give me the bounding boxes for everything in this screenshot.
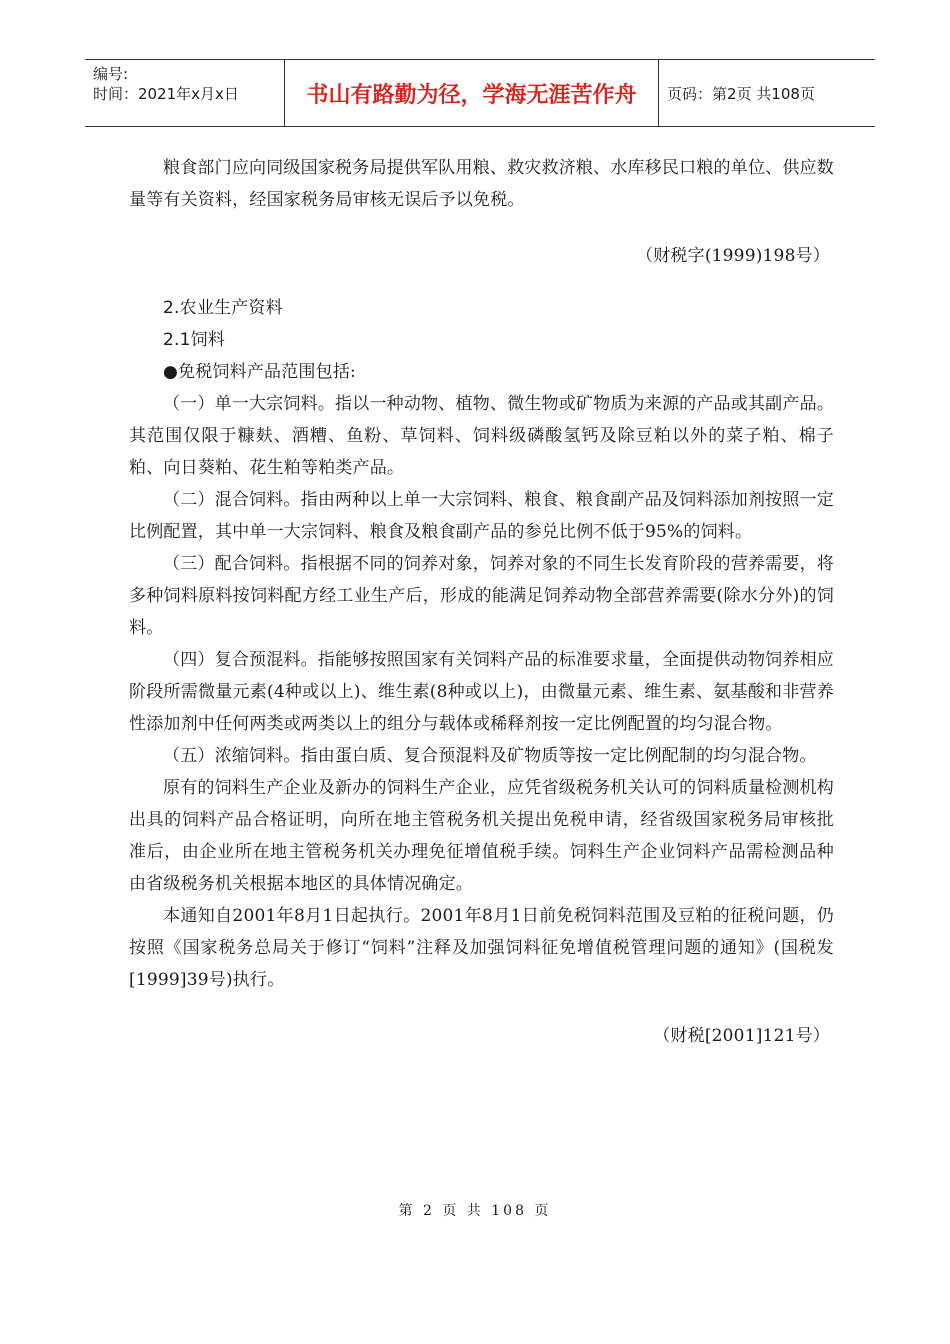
reference-2001-121: （财税[2001]121号） — [653, 1026, 830, 1046]
item-premix: （四）复合预混料。指能够按照国家有关饲料产品的标准要求量，全面提供动物饲养相应阶段所需微量元素(4种或以上)、维生素(8种或以上)，由微量元素、维生素、氨基酸和非营养性添加剂中任何两类或两类以上的组分与载体或稀释剂按一定比例配置的均匀混合物。 — [129, 650, 834, 734]
section-heading-feed: 2.1饲料 — [163, 330, 226, 350]
document-number-label: 编号: — [93, 65, 129, 83]
page-header — [85, 59, 875, 127]
reference-1999-198: （财税字(1999)198号） — [636, 246, 830, 266]
item-mixed-feed: （二）混合饲料。指由两种以上单一大宗饲料、粮食、粮食副产品及饲料添加剂按照一定比例配置，其中单一大宗饲料、粮食及粮食副产品的参兑比例不低于95%的饲料。 — [129, 490, 834, 542]
header-motto: 书山有路勤为径，学海无涯苦作舟 — [285, 60, 659, 126]
header-page-info: 页码：第2页 共108页 — [667, 84, 815, 103]
paragraph-effective-date: 本通知自2001年8月1日起执行。2001年8月1日前免税饲料范围及豆粕的征税问题，仍按照《国家税务总局关于修订“饲料”注释及加强饲料征免增值税管理问题的通知》(国税发[1999]39号)执行。 — [129, 906, 834, 990]
page-footer: 第 2 页 共 108 页 — [398, 1203, 552, 1219]
paragraph-grain: 粮食部门应向同级国家税务局提供军队用粮、救灾救济粮、水库移民口粮的单位、供应数量等有关资料，经国家税务局审核无误后予以免税。 — [129, 158, 834, 210]
item-compound-feed: （三）配合饲料。指根据不同的饲养对象，饲养对象的不同生长发育阶段的营养需要，将多种饲料原料按饲料配方经工业生产后，形成的能满足饲养动物全部营养需要(除水分外)的饲料。 — [129, 554, 834, 638]
section-heading-agri: 2.农业生产资料 — [163, 298, 283, 318]
item-concentrate: （五）浓缩饲料。指由蛋白质、复合预混料及矿物质等按一定比例配制的均匀混合物。 — [163, 746, 817, 766]
paragraph-enterprise: 原有的饲料生产企业及新办的饲料生产企业，应凭省级税务机关认可的饲料质量检测机构出具的饲料产品合格证明，向所在地主管税务机关提出免税申请，经省级国家税务局审核批准后，由企业所在地主管税务机关办理免征增值税手续。饲料生产企业饲料产品需检测品种由省级税务机关根据本地区的具体情况确定。 — [129, 778, 834, 894]
item-single-feed: （一）单一大宗饲料。指以一种动物、植物、微生物或矿物质为来源的产品或其副产品。其范围仅限于糠麸、酒糟、鱼粉、草饲料、饲料级磷酸氢钙及除豆粕以外的菜子粕、棉子粕、向日葵粕、花生粕等粕类产品。 — [129, 394, 834, 478]
document-time: 时间：2021年x月x日 — [93, 85, 239, 103]
header-meta — [85, 60, 285, 126]
bullet-feed-scope: ●免税饲料产品范围包括: — [163, 362, 356, 382]
document-body — [129, 152, 834, 1052]
